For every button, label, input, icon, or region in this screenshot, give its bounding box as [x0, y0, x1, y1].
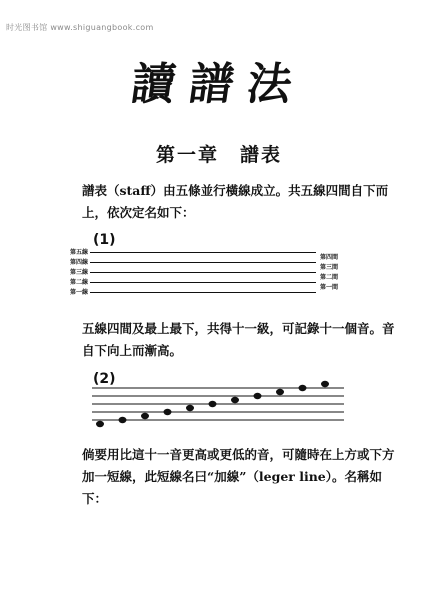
- staff-line: [90, 282, 316, 283]
- figure-2-staff: [88, 380, 348, 430]
- space-label-1: 第一間: [320, 284, 339, 291]
- note-head: [164, 409, 172, 415]
- paragraph-eleven-degrees: 五線四間及最上最下，共得十一級，可記錄十一個音。音自下向上而漸高。: [82, 321, 395, 358]
- staff-line: [90, 252, 316, 253]
- note-head: [186, 405, 194, 411]
- line-label-3: 第三線: [70, 269, 89, 276]
- figure-2-label: (2): [93, 371, 116, 387]
- line-label-5: 第五線: [70, 249, 89, 256]
- space-label-3: 第三間: [320, 264, 339, 271]
- note-head: [231, 397, 239, 403]
- note-head: [321, 381, 329, 387]
- staff-line: [90, 292, 316, 293]
- figure-1-label: (1): [93, 232, 116, 248]
- staff-line: [90, 272, 316, 273]
- note-head: [254, 393, 262, 399]
- note-head: [276, 389, 284, 395]
- paragraph-leger-lines: 倘要用比這十一音更高或更低的音，可隨時在上方或下方加一短線，此短線名曰“加線”（leger line）。名稱如下：: [82, 447, 395, 506]
- line-label-2: 第二線: [70, 279, 89, 286]
- note-head: [209, 401, 217, 407]
- line-label-4: 第四線: [70, 259, 89, 266]
- staff-line: [90, 262, 316, 263]
- space-label-4: 第四間: [320, 254, 339, 261]
- note-head: [119, 417, 127, 423]
- page-title: 讀譜法: [127, 59, 309, 110]
- watermark: 时光图书馆 www.shiguangbook.com: [6, 23, 154, 32]
- figure-1-staff: [70, 250, 360, 296]
- note-head: [299, 385, 307, 391]
- chapter-heading: 第一章 譜表: [155, 144, 282, 166]
- paragraph-staff-definition: 譜表（staff）由五條並行橫線成立。共五線四間自下而上，依次定名如下：: [82, 183, 389, 220]
- note-head: [96, 421, 104, 427]
- line-label-1: 第一線: [70, 289, 89, 296]
- space-label-2: 第二間: [320, 274, 339, 281]
- note-head: [141, 413, 149, 419]
